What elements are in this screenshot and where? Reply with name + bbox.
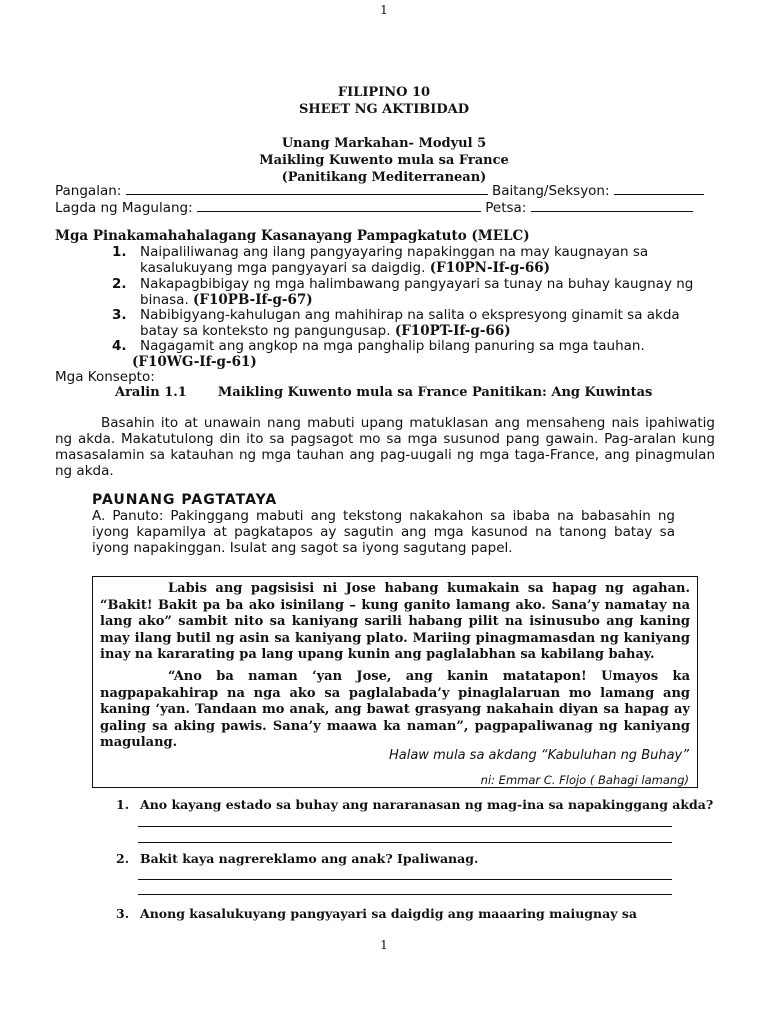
- question-text: Anong kasalukuyang pangyayari sa daigdig ang maaaring maiugnay sa: [140, 906, 637, 921]
- date-label: Petsa:: [485, 200, 527, 216]
- story-paragraph-1: [100, 581, 690, 664]
- grade-label: Baitang/Seksyon:: [491, 183, 610, 199]
- question-text: Bakit kaya nagrereklamo ang anak? Ipaliwanag.: [140, 851, 479, 866]
- panuto-instruction: A. Panuto: Pakinggang mabuti ang tekstong nakakahon sa ibaba na babasahin ng iyong kapamilya at pagkatapos ay sagutin ang mga kasunod na tanong batay sa iyong napakinggan. Isulat ang sagot sa iyong sagutang papel.: [92, 508, 675, 556]
- melc-number: 1.: [112, 244, 127, 260]
- melc-item: [112, 307, 712, 339]
- signature-label: Lagda ng Magulang:: [55, 200, 193, 216]
- melc-item: [112, 276, 712, 308]
- melc-code: (F10PT-If-g-66): [394, 323, 511, 339]
- melc-item: [112, 338, 712, 370]
- melc-item: [112, 244, 712, 276]
- melc-text: Nagagamit ang angkop na mga panghalip bilang panuring sa mga tauhan.: [140, 338, 645, 354]
- melc-code: (F10PN-If-g-66): [429, 260, 551, 276]
- signature-date-row: [55, 199, 705, 217]
- story-text-2: “Ano ba naman ‘yan Jose, ang kanin matatapon! Umayos ka nagpapakahirap na nga ako sa paglalabada’y pinaglalaruan mo lamang ang kaning ‘yan. Tandaan mo anak, ang bawat grasyang nakahain diyan sa hapag ay galing sa aking pawis. Sana’y maawa ka naman”, pagpapaliwanag ng kaniyang magulang.: [100, 669, 690, 750]
- paunang-heading: PAUNANG PAGTATAYA: [92, 492, 278, 508]
- grade-line[interactable]: [614, 182, 704, 195]
- story-author: ni: Emmar C. Flojo ( Bahagi lamang): [480, 773, 689, 787]
- question-item: [116, 851, 478, 866]
- answer-line[interactable]: [138, 894, 672, 895]
- story-title: Maikling Kuwento mula sa France: [259, 153, 509, 168]
- intro-paragraph: [55, 415, 715, 479]
- name-grade-row: [55, 182, 705, 200]
- title-block: [0, 84, 768, 186]
- melc-text: Nakapagbibigay ng mga halimbawang pangyayari sa tunay na buhay kaugnay ng binasa.: [140, 276, 694, 308]
- name-label: Pangalan:: [55, 183, 122, 199]
- aralin-title: Maikling Kuwento mula sa France Panitikan: Ang Kuwintas: [217, 385, 653, 400]
- question-number: 2.: [116, 851, 130, 866]
- answer-line[interactable]: [138, 879, 672, 880]
- aralin-number: Aralin 1.1: [115, 385, 187, 400]
- melc-code: (F10WG-If-g-61): [132, 354, 257, 370]
- literature-type: (Panitikang Mediterranean): [281, 170, 487, 185]
- aralin-line: [115, 385, 652, 400]
- answer-line[interactable]: [138, 826, 672, 827]
- sheet-title: SHEET NG AKTIBIDAD: [298, 102, 470, 117]
- page-number-top: 1: [380, 3, 388, 17]
- answer-line[interactable]: [138, 842, 672, 843]
- question-number: 1.: [116, 797, 130, 812]
- name-line[interactable]: [126, 182, 488, 195]
- melc-number: 3.: [112, 307, 127, 323]
- melc-number: 2.: [112, 276, 127, 292]
- story-source: Halaw mula sa akdang “Kabuluhan ng Buhay”: [388, 748, 689, 763]
- question-text: Ano kayang estado sa buhay ang nararanasan ng mag-ina sa napakinggang akda?: [140, 797, 714, 812]
- melc-code: (F10PB-If-g-67): [193, 292, 313, 308]
- subject-title: FILIPINO 10: [337, 85, 431, 100]
- story-paragraph-2: [100, 669, 690, 752]
- intro-text: Basahin ito at unawain nang mabuti upang matuklasan ang mensaheng nais ipahiwatig ng akda. Makatutulong din ito sa pagsagot mo sa mga susunod pang gawain. Pag-aralan kung masasalamin sa katauhan ng mga tauhan ang pag-uugali ng mga taga-France, ang pinagmulan ng akda.: [55, 415, 715, 479]
- story-box: [92, 576, 698, 788]
- date-line[interactable]: [531, 199, 693, 212]
- story-text-1: Labis ang pagsisisi ni Jose habang kumakain sa hapag ng agahan. “Bakit! Bakit pa ba ako isinilang – kung ganito lamang ako. Sana’y namatay na lang ako” sambit nito sa kaniyang sarili habang pilit na isinusubo ang kaning may ilang butil ng asin sa kaniyang plato. Mariing pinagmamasdan ng kaniyang inay na kararating pa lang upang kunin ang paglalabhan sa kabilang bahay.: [100, 581, 690, 662]
- melc-text: Nabibigyang-kahulugan ang mahihirap na salita o ekspresyong ginamit sa akda batay sa konteksto ng pangungusap.: [140, 307, 680, 339]
- quarter-module: Unang Markahan- Modyul 5: [281, 136, 487, 151]
- signature-line[interactable]: [197, 199, 481, 212]
- question-item: [116, 797, 713, 812]
- question-number: 3.: [116, 906, 130, 921]
- konsepto-label: Mga Konsepto:: [55, 369, 155, 385]
- melc-text: Naipaliliwanag ang ilang pangyayaring napakinggan na may kaugnayan sa kasalukuyang mga pangyayari sa daigdig.: [140, 244, 649, 276]
- question-item: [116, 906, 637, 921]
- melc-heading: Mga Pinakamahahalagang Kasanayang Pampagkatuto (MELC): [55, 228, 530, 244]
- page-number-bottom: 1: [380, 938, 388, 952]
- melc-number: 4.: [112, 338, 127, 354]
